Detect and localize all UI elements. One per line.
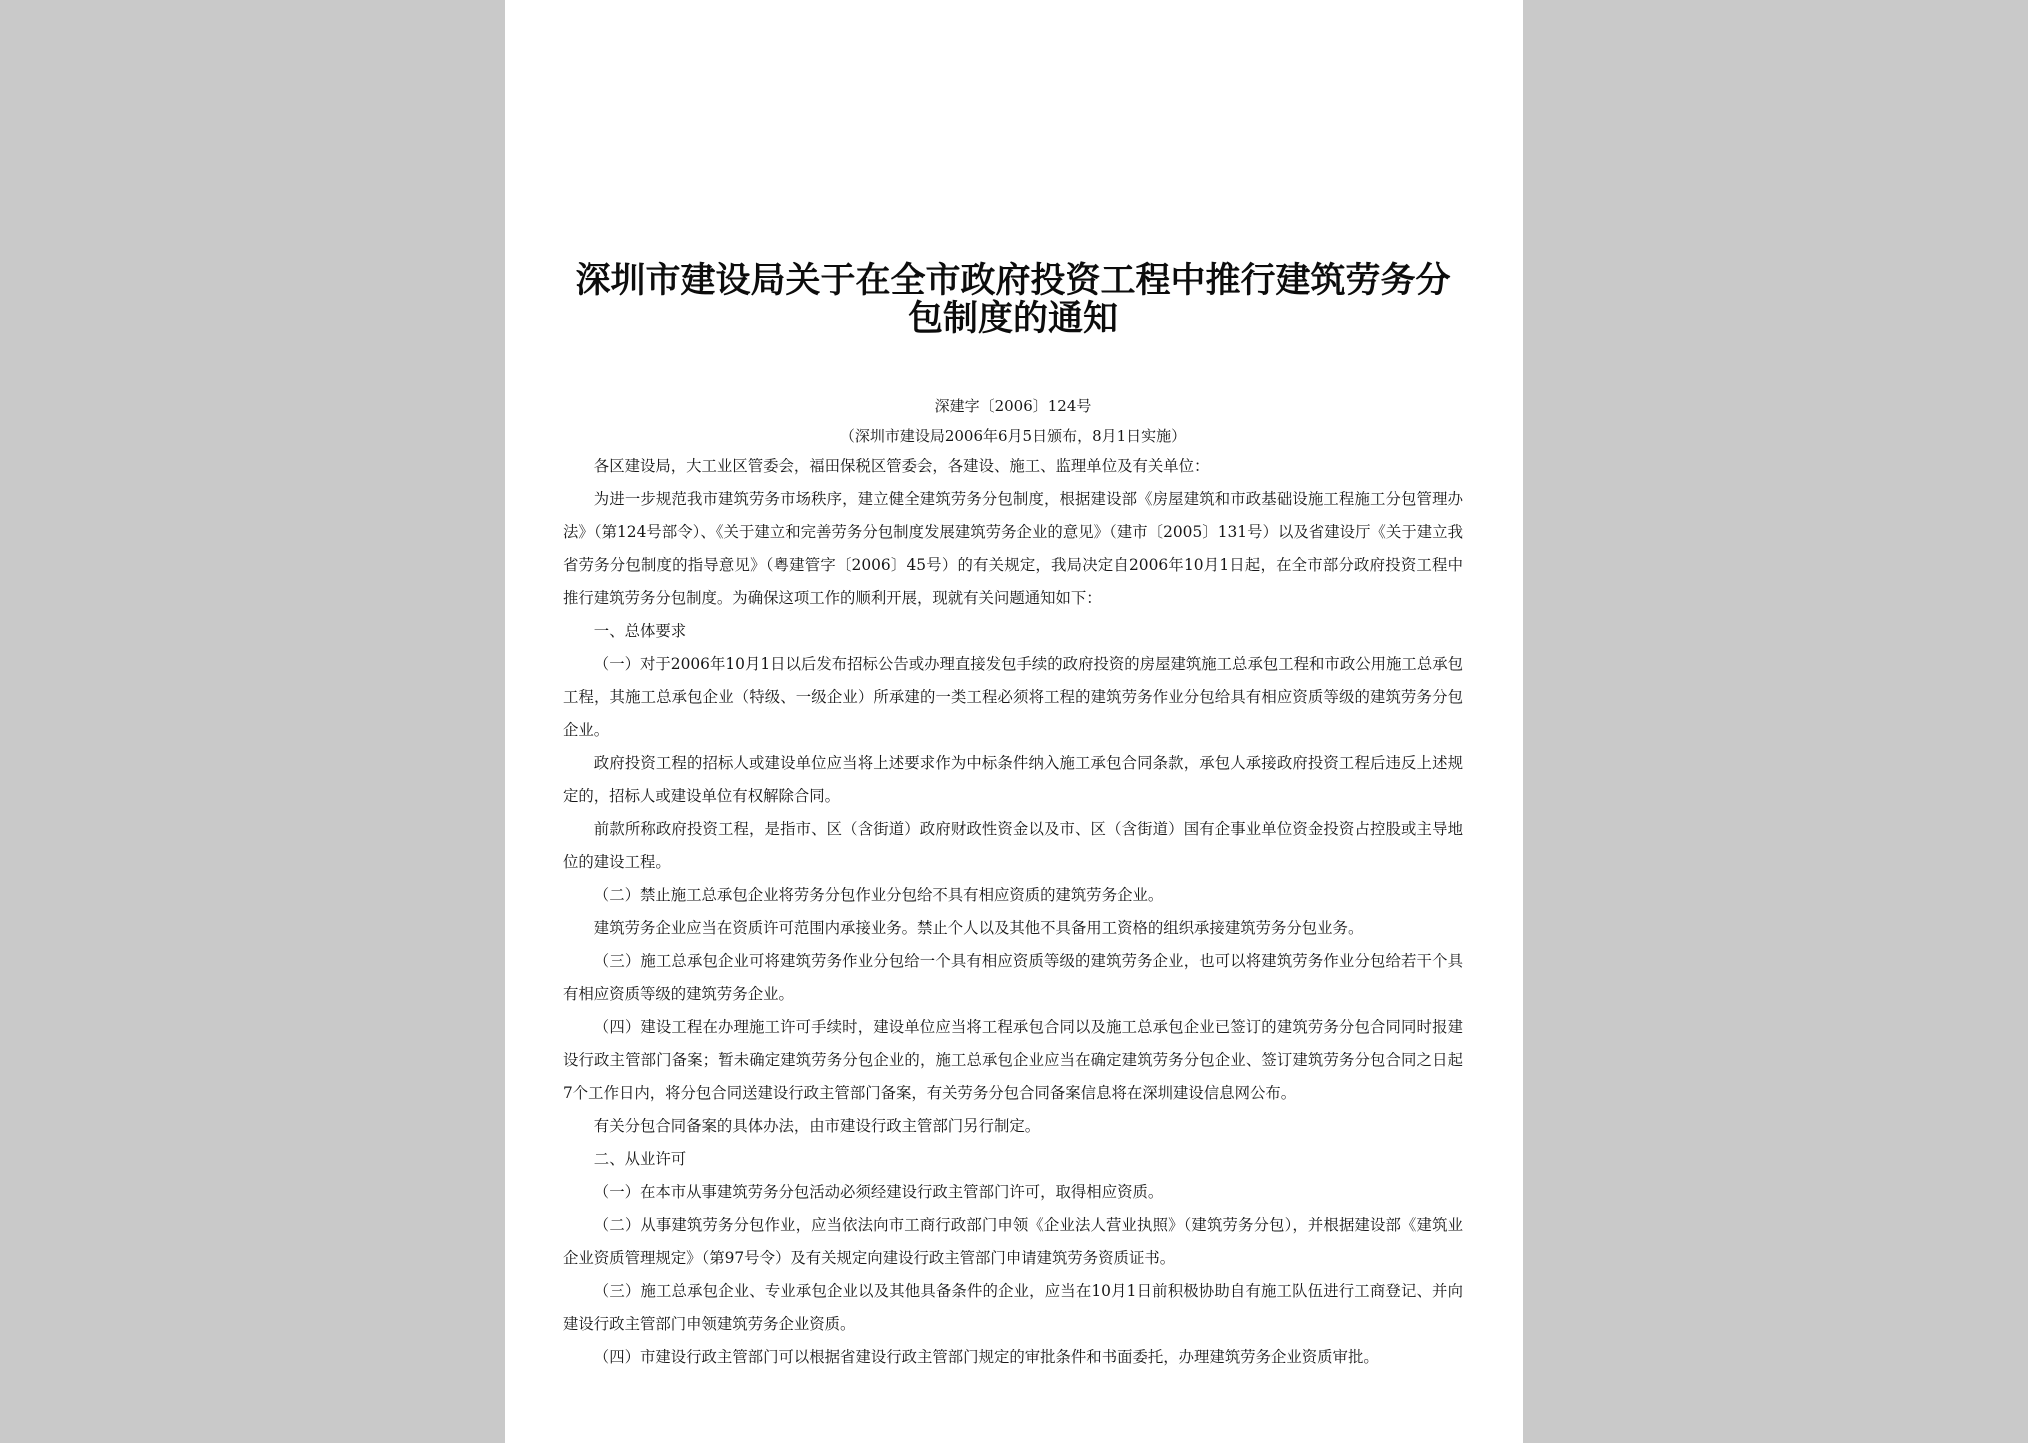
document-page xyxy=(505,0,1523,1443)
document-body xyxy=(563,450,1463,1374)
paragraph-1-4: （四）建设工程在办理施工许可手续时，建设单位应当将工程承包合同以及施工总承包企业已签订的建筑劳务分包合同同时报建设行政主管部门备案；暂未确定建筑劳务分包企业的，施工总承包企业应当在确定建筑劳务分包企业、签订建筑劳务分包合同之日起7个工作日内，将分包合同送建设行政主管部门备案，有关劳务分包合同备案信息将在深圳建设信息网公布。 xyxy=(563,1018,1463,1102)
document-number: 深建字〔2006〕124号 xyxy=(934,397,1092,415)
paragraph-1-1: （一）对于2006年10月1日以后发布招标公告或办理直接发包手续的政府投资的房屋建筑施工总承包工程和市政公用施工总承包工程，其施工总承包企业（特级、一级企业）所承建的一类工程必须将工程的建筑劳务作业分包给具有相应资质等级的建筑劳务分包企业。 xyxy=(563,655,1463,739)
paragraph-2-4: （四）市建设行政主管部门可以根据省建设行政主管部门规定的审批条件和书面委托，办理建筑劳务企业资质审批。 xyxy=(593,1348,1379,1366)
issue-info: （深圳市建设局2006年6月5日颁布，8月1日实施） xyxy=(839,427,1187,445)
paragraph-2-2: （二）从事建筑劳务分包作业，应当依法向市工商行政部门申领《企业法人营业执照》（建筑劳务分包），并根据建设部《建筑业企业资质管理规定》（第97号令）及有关规定向建设行政主管部门申请建筑劳务资质证书。 xyxy=(563,1216,1463,1267)
paragraph-1-1-tender: 政府投资工程的招标人或建设单位应当将上述要求作为中标条件纳入施工承包合同条款，承包人承接政府投资工程后违反上述规定的，招标人或建设单位有权解除合同。 xyxy=(563,754,1463,805)
section-heading-licensing: 二、从业许可 xyxy=(593,1150,687,1168)
paragraph-1-2-scope: 建筑劳务企业应当在资质许可范围内承接业务。禁止个人以及其他不具备用工资格的组织承接建筑劳务分包业务。 xyxy=(593,919,1364,937)
paragraph-preamble: 为进一步规范我市建筑劳务市场秩序，建立健全建筑劳务分包制度，根据建设部《房屋建筑和市政基础设施工程施工分包管理办法》（第124号部令）、《关于建立和完善劳务分包制度发展建筑劳务企业的意见》（建市〔2005〕131号）以及省建设厅《关于建立我省劳务分包制度的指导意见》（粤建管字〔2006〕45号）的有关规定，我局决定自2006年10月1日起，在全市部分政府投资工程中推行建筑劳务分包制度。为确保这项工作的顺利开展，现就有关问题通知如下： xyxy=(563,490,1463,607)
paragraph-1-1-definition: 前款所称政府投资工程，是指市、区（含街道）政府财政性资金以及市、区（含街道）国有企事业单位资金投资占控股或主导地位的建设工程。 xyxy=(563,820,1463,871)
paragraph-1-3: （三）施工总承包企业可将建筑劳务作业分包给一个具有相应资质等级的建筑劳务企业，也可以将建筑劳务作业分包给若干个具有相应资质等级的建筑劳务企业。 xyxy=(563,952,1463,1003)
paragraph-2-1: （一）在本市从事建筑劳务分包活动必须经建设行政主管部门许可，取得相应资质。 xyxy=(593,1183,1164,1201)
document-title: 深圳市建设局关于在全市政府投资工程中推行建筑劳务分包制度的通知 xyxy=(575,261,1451,339)
paragraph-salutation: 各区建设局，大工业区管委会，福田保税区管委会，各建设、施工、监理单位及有关单位： xyxy=(593,457,1210,475)
paragraph-2-3: （三）施工总承包企业、专业承包企业以及其他具备条件的企业，应当在10月1日前积极协助自有施工队伍进行工商登记、并向建设行政主管部门申领建筑劳务企业资质。 xyxy=(563,1282,1463,1333)
paragraph-1-4-filing: 有关分包合同备案的具体办法，由市建设行政主管部门另行制定。 xyxy=(593,1117,1041,1135)
paragraph-1-2: （二）禁止施工总承包企业将劳务分包作业分包给不具有相应资质的建筑劳务企业。 xyxy=(593,886,1164,904)
section-heading-general-requirements: 一、总体要求 xyxy=(593,622,687,640)
